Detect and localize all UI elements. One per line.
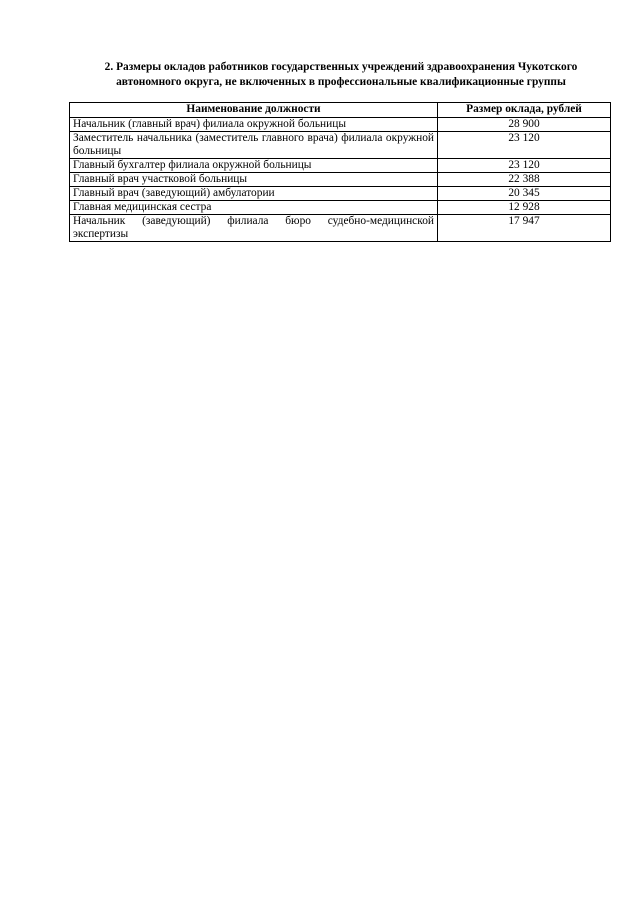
salary-cell: 17 947 xyxy=(438,215,611,242)
table-row xyxy=(70,201,611,215)
salary-cell: 20 345 xyxy=(438,187,611,201)
salary-table xyxy=(69,102,611,242)
position-cell: Главный бухгалтер филиала окружной больницы xyxy=(70,159,438,173)
section-heading xyxy=(66,60,616,90)
position-cell: Начальник (главный врач) филиала окружной больницы xyxy=(70,118,438,132)
position-cell: Заместитель начальника (заместитель главного врача) филиала окружной больницы xyxy=(70,132,438,159)
salary-cell: 22 388 xyxy=(438,173,611,187)
salary-cell: 23 120 xyxy=(438,159,611,173)
column-header-position: Наименование должности xyxy=(70,103,438,118)
position-cell: Главный врач участковой больницы xyxy=(70,173,438,187)
position-cell: Главный врач (заведующий) амбулатории xyxy=(70,187,438,201)
table-row xyxy=(70,215,611,242)
column-header-salary: Размер оклада, рублей xyxy=(438,103,611,118)
table-row xyxy=(70,132,611,159)
salary-cell: 28 900 xyxy=(438,118,611,132)
section-heading-line-2: автономного округа, не включенных в профессиональные квалификационные группы xyxy=(116,76,566,88)
salary-cell: 12 928 xyxy=(438,201,611,215)
table-row xyxy=(70,118,611,132)
table-header-row xyxy=(70,103,611,118)
salary-cell: 23 120 xyxy=(438,132,611,159)
position-cell: Начальник (заведующий) филиала бюро судебно-медицинской экспертизы xyxy=(70,215,438,242)
table-row xyxy=(70,159,611,173)
table-row xyxy=(70,187,611,201)
table-row xyxy=(70,173,611,187)
position-cell: Главная медицинская сестра xyxy=(70,201,438,215)
section-heading-line-1: 2. Размеры окладов работников государственных учреждений здравоохранения Чукотского xyxy=(104,61,578,73)
